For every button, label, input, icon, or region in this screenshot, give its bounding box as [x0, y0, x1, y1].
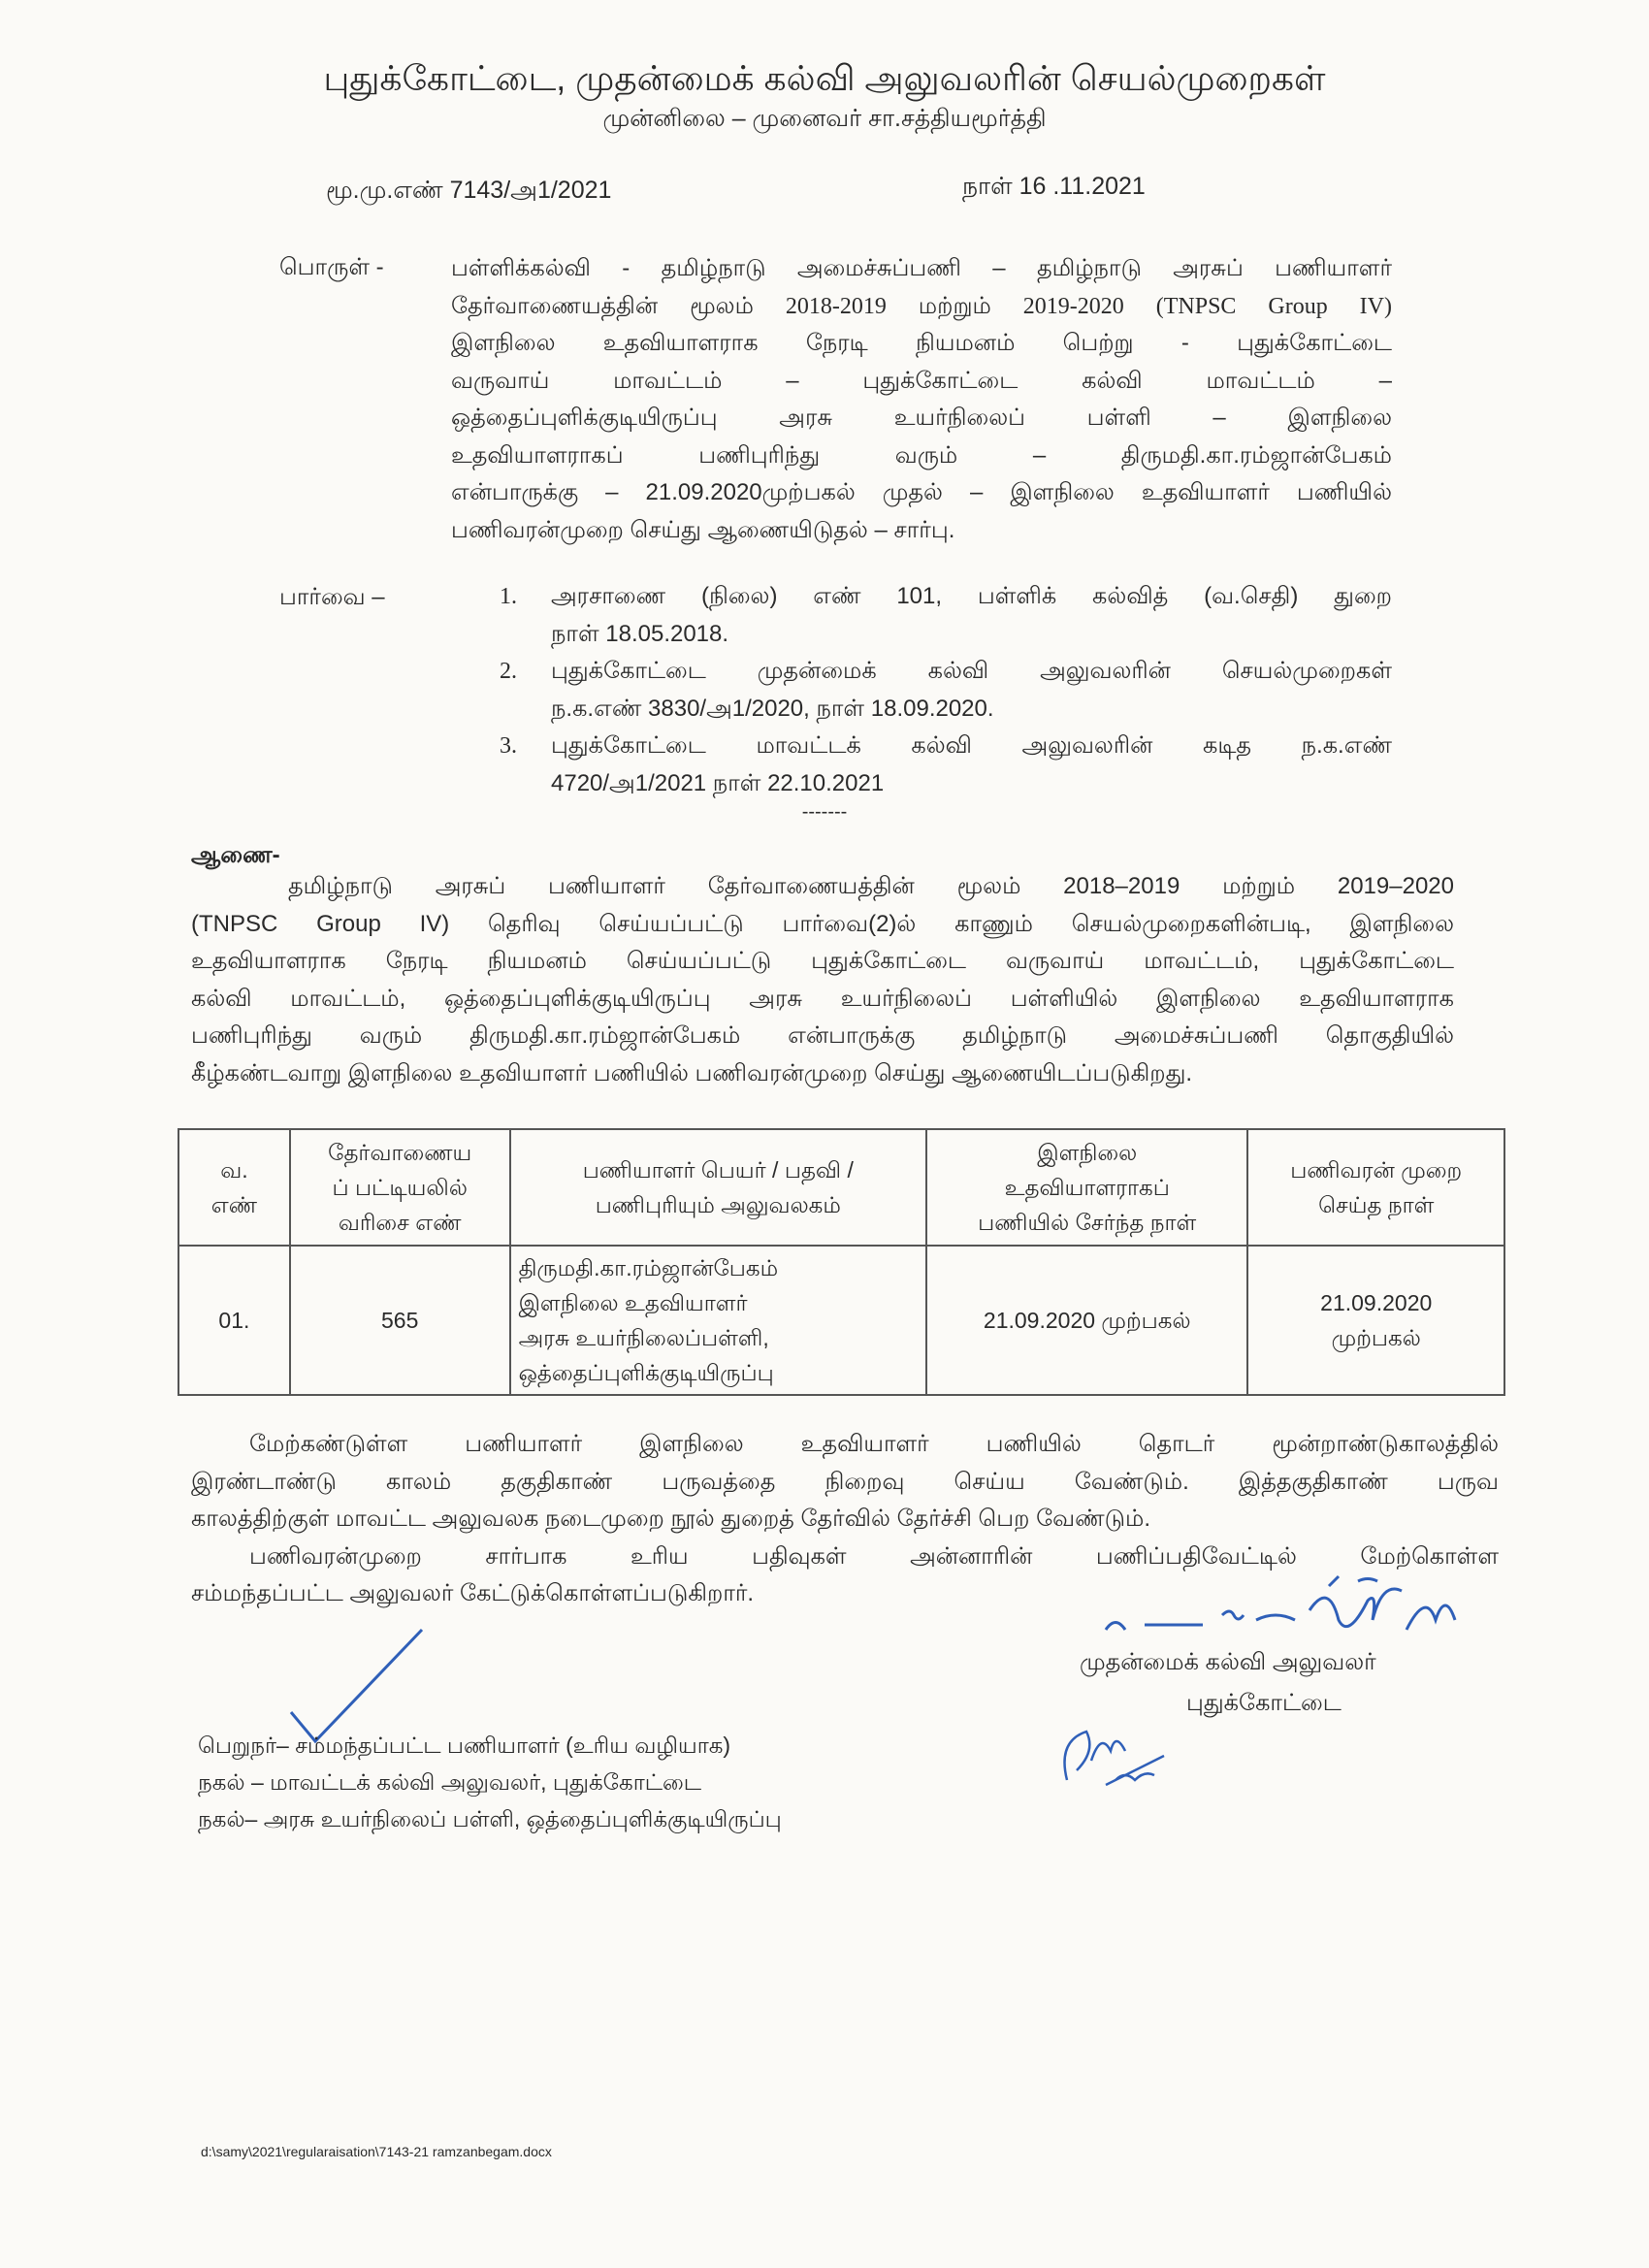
recipient-item: பெறுநர்– சம்மந்தப்பட்ட பணியாளர் (உரிய வழியாக) — [198, 1733, 731, 1758]
initials-stamp — [1048, 1693, 1193, 1799]
header-rank-no: தேர்வாணைய ப் பட்டியலில் வரிசை எண் — [290, 1129, 510, 1246]
cell-joining-date: 21.09.2020 முற்பகல் — [926, 1246, 1247, 1395]
subject-label: பொருள் - — [279, 254, 384, 280]
order-text: தமிழ்நாடு அரசுப் பணியாளர் தேர்வாணையத்தின் மூலம் 2018–2019 மற்றும் 2019–2020 (TNPSC Group IV) தெரிவு செய்யப்பட்டு பார்வை(2)ல் காணும் செயல்முறைகளின்படி, இளநிலை உதவியாளராக நேரடி நியமனம் செய்யப்பட்டு புதுக்கோட்டை வருவாய் மாவட்டம், புதுக்கோட்டை கல்வி மாவட்டம், ஒத்தைப்புளிக்குடியிருப்பு அரசு உயர்நிலைப் பள்ளியில் இளநிலை உதவியாளராக பணிபுரிந்து வரும் திருமதி.கா.ரம்ஜான்பேகம் என்பாருக்கு தமிழ்நாடு அமைச்சுப்பணி தொகுதியில் கீழ்கண்டவாறு இளநிலை உதவியாளர் பணியில் பணிவரன்முறை செய்து ஆணையிடப்படுகிறது. — [191, 873, 1454, 1086]
subject-line: தேர்வாணையத்தின் மூலம் 2018-2019 மற்றும் 2019-2020 (TNPSC Group IV) — [451, 293, 1392, 319]
references-label: பார்வை – — [279, 584, 385, 610]
references-list — [500, 578, 1392, 802]
subject-line: ஒத்தைப்புளிக்குடியிருப்பு அரசு உயர்நிலைப் பள்ளி – இளநிலை — [451, 405, 1392, 431]
recipient-item: நகல்– அரசு உயர்நிலைப் பள்ளி, ஒத்தைப்புளிக்குடியிருப்பு — [198, 1806, 782, 1831]
document-date: நாள் 16 .11.2021 — [962, 173, 1146, 200]
subject-text — [451, 250, 1392, 549]
header-regularised-date: பணிவரன் முறை செய்த நாள் — [1247, 1129, 1504, 1246]
file-path-footer: d:\samy\2021\regularaisation\7143-21 ramzanbegam.docx — [201, 2144, 552, 2159]
order-heading: ஆணை- — [191, 842, 280, 868]
reference-item: 1. அரசாணை (நிலை) எண் 101, பள்ளிக் கல்வித் (வ.செதி) துறை நாள் 18.05.2018. — [500, 583, 1392, 647]
cell-rank-no: 565 — [290, 1246, 510, 1395]
cell-serial-no: 01. — [178, 1246, 290, 1395]
closing-text: மேற்கண்டுள்ள பணியாளர் இளநிலை உதவியாளர் பணியில் தொடர் மூன்றாண்டுகாலத்தில் இரண்டாண்டு காலம் தகுதிகாண் பருவத்தை நிறைவு செய்ய வேண்டும். இத்தகுதிகாண் பருவ காலத்திற்குள் மாவட்ட அலுவலக நடைமுறை நூல் துறைத் தேர்வில் தேர்ச்சி பெற வேண்டும். பணிவரன்முறை சார்பாக உரிய பதிவுகள் அன்னாரின் பணிப்பதிவேட்டில் மேற்கொள்ள சம்மந்தப்பட்ட அலுவலர் கேட்டுக்கொள்ளப்படுகிறார். — [191, 1431, 1499, 1606]
subject-line: பணிவரன்முறை செய்து ஆணையிடுதல் – சார்பு. — [451, 516, 955, 543]
regularisation-table — [178, 1128, 1505, 1396]
recipients-list — [198, 1727, 782, 1837]
subject-line: உதவியாளராகப் பணிபுரிந்து வரும் – திருமதி.கா.ரம்ஜான்பேகம் — [451, 441, 1392, 469]
reference-number: மூ.மு.எண் 7143/அ1/2021 — [326, 177, 612, 204]
reference-item: 2. புதுக்கோட்டை முதன்மைக் கல்வி அலுவலரின் செயல்முறைகள் ந.க.எண் 3830/அ1/2020, நாள் 18.09.2020. — [500, 658, 1392, 722]
reference-item: 3. புதுக்கோட்டை மாவட்டக் கல்வி அலுவலரின் கடித ந.க.எண் 4720/அ1/2021 நாள் 22.10.2021 — [500, 732, 1392, 796]
separator: ------- — [801, 801, 848, 823]
recipient-item: நகல் – மாவட்டக் கல்வி அலுவலர், புதுக்கோட்டை — [198, 1769, 702, 1795]
header-employee: பணியாளர் பெயர் / பதவி / பணிபுரியும் அலுவலகம் — [510, 1129, 926, 1246]
header-joining-date: இளநிலை உதவியாளராகப் பணியில் சேர்ந்த நாள் — [926, 1129, 1247, 1246]
table-header-row — [178, 1129, 1504, 1246]
signatory-title: முதன்மைக் கல்வி அலுவலர் — [1080, 1649, 1376, 1675]
subject-line: பள்ளிக்கல்வி - தமிழ்நாடு அமைச்சுப்பணி – தமிழ்நாடு அரசுப் பணியாளர் — [451, 255, 1392, 281]
signatory-place: புதுக்கோட்டை — [1186, 1690, 1342, 1716]
cell-regularised-date: 21.09.2020 முற்பகல் — [1247, 1246, 1504, 1395]
document-subtitle: முன்னிலை – முனைவர் சா.சத்தியமூர்த்தி — [602, 105, 1047, 132]
subject-line: வருவாய் மாவட்டம் – புதுக்கோட்டை கல்வி மாவட்டம் – — [451, 367, 1392, 394]
subject-line: இளநிலை உதவியாளராக நேரடி நியமனம் பெற்று - புதுக்கோட்டை — [451, 330, 1392, 356]
header-serial-no: வ. எண் — [178, 1129, 290, 1246]
cell-employee: திருமதி.கா.ரம்ஜான்பேகம் இளநிலை உதவியாளர் அரசு உயர்நிலைப்பள்ளி, ஒத்தைப்புளிக்குடியிருப்பு — [510, 1246, 926, 1395]
document-title: புதுக்கோட்டை, முதன்மைக் கல்வி அலுவலரின் செயல்முறைகள் — [323, 58, 1326, 98]
subject-line: என்பாருக்கு – 21.09.2020முற்பகல் முதல் – இளநிலை உதவியாளர் பணியில் — [451, 479, 1392, 505]
table-row — [178, 1246, 1504, 1395]
